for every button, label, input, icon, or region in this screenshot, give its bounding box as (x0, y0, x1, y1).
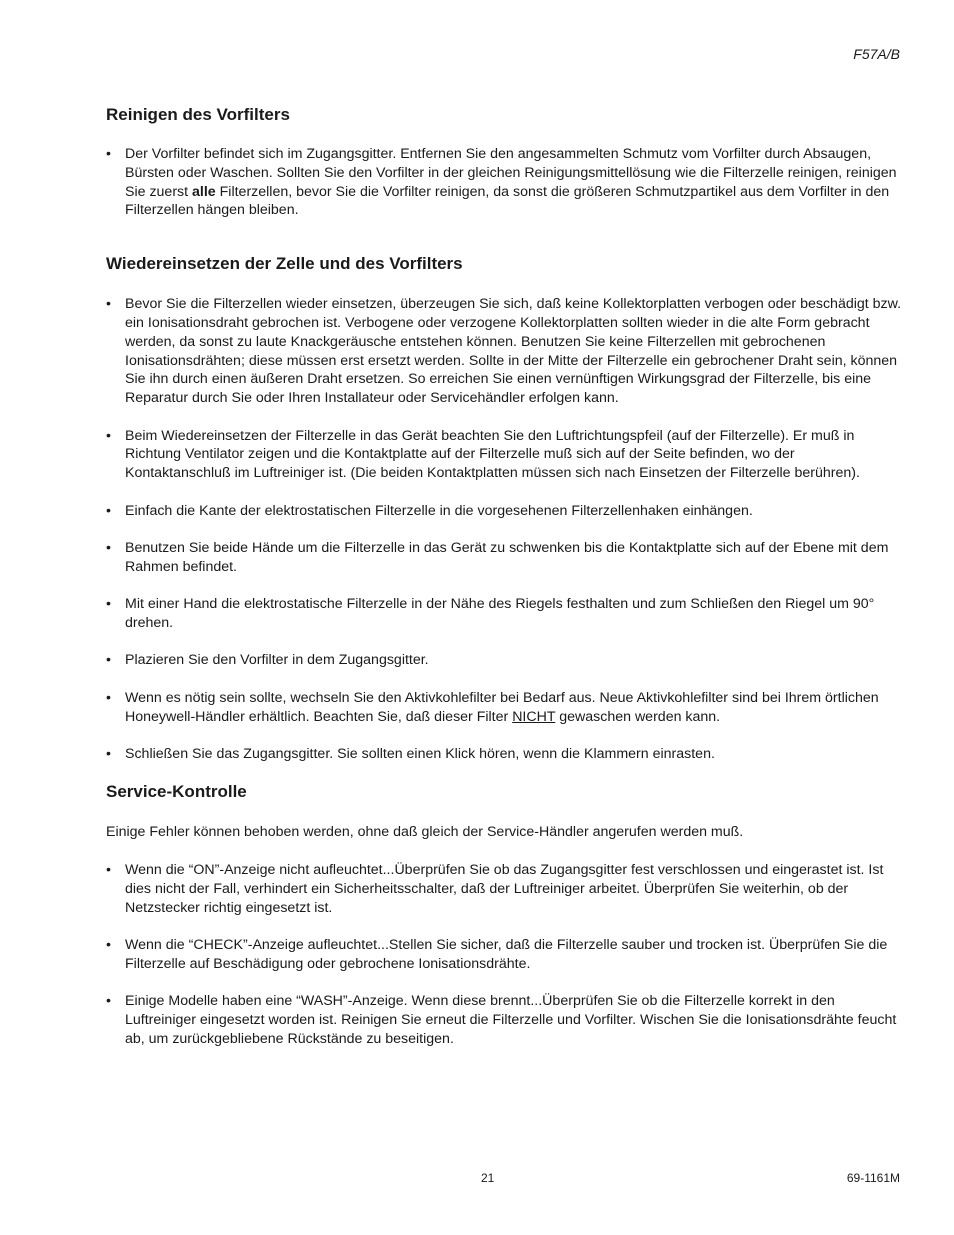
bullet-icon: • (106, 689, 111, 706)
bullet-icon: • (106, 652, 111, 669)
list-item: • Benutzen Sie beide Hände um die Filterzelle in das Gerät zu schwenken bis die Kontaktplatte sich auf der Ebene mit dem Rahmen befindet. (106, 539, 889, 575)
service-intro: Einige Fehler können behoben werden, ohne daß gleich der Service-Händler angerufen werden muß. (106, 824, 744, 841)
model-number: F57A/B (853, 46, 900, 62)
list-item: • Wenn die “CHECK”-Anzeige aufleuchtet...Stellen Sie sicher, daß die Filterzelle sauber und trocken ist. Überprüfen Sie die Filterzelle auf Beschädigung oder gebrochene Ionisationsdrähte. (106, 937, 888, 972)
document-number: 69-1161M (846, 1171, 900, 1185)
service-list (106, 861, 904, 1049)
bullet-icon: • (106, 596, 111, 613)
list-item: • Der Vorfilter befindet sich im Zugangsgitter. Entfernen Sie den angesammelten Schmutz vom Vorfilter durch Absaugen, Bürsten oder Waschen. Sollten Sie den Vorfilter in der gleichen Reinigungsmittellösung wie die Filterzelle reinigen, reinigen Sie zuerst alle Filterzellen, bevor Sie die Vorfilter reinigen, da sonst die größeren Schmutzpartikel aus dem Vorfilter in den Filterzellen hängen bleiben. (106, 146, 897, 219)
bullet-icon: • (106, 993, 111, 1010)
emphasis-underline: NICHT (512, 708, 556, 725)
list-item: • Schließen Sie das Zugangsgitter. Sie sollten einen Klick hören, wenn die Klammern einrasten. (106, 745, 715, 762)
list-item: • Beim Wiedereinsetzen der Filterzelle in das Gerät beachten Sie den Luftrichtungspfeil (auf der Filterzelle). Er muß in Richtung Ventilator zeigen und die Kontaktplatte auf der Filterzelle muß sich auf der Seite befinden, wo der Kontaktanschluß im Luftreiniger ist. (Die beiden Kontaktplatten müssen sich nach Einsetzen der Filterzelle berühren). (106, 427, 860, 482)
bullet-icon: • (106, 146, 111, 162)
bullet-icon: • (106, 862, 111, 879)
list-item: • Mit einer Hand die elektrostatische Filterzelle in der Nähe des Riegels festhalten und zum Schließen den Riegel um 90° drehen. (106, 596, 875, 631)
bullet-icon: • (106, 296, 111, 313)
prefilter-list (106, 145, 904, 220)
heading-service: Service-Kontrolle (106, 782, 247, 802)
reinstall-list (106, 295, 904, 764)
list-item: • Plazieren Sie den Vorfilter in dem Zugangsgitter. (106, 652, 429, 669)
bullet-icon: • (106, 937, 111, 954)
page-content (106, 104, 904, 1067)
list-item: • Wenn die “ON”-Anzeige nicht aufleuchtet...Überprüfen Sie ob das Zugangsgitter fest verschlossen und eingerastet ist. Ist dies nicht der Fall, verhindert ein Sicherheitsschalter, daß der Luftreiniger arbeitet. Überprüfen Sie weiterhin, ob der Netzstecker richtig eingesetzt ist. (106, 862, 884, 916)
bullet-icon: • (106, 502, 111, 519)
page-number: 21 (481, 1171, 495, 1185)
bullet-icon: • (106, 539, 111, 556)
list-item: • Bevor Sie die Filterzellen wieder einsetzen, überzeugen Sie sich, daß keine Kollektorplatten verbogen oder beschädigt bzw. ein Ionisationsdraht gebrochen ist. Verbogene oder verzogene Kollektorplatten sollten wieder in die alte Form gebracht werden, da sonst zu laute Knackgeräusche entstehen können. Benutzen Sie keine Filterzellen mit gebrochenen Ionisationsdrähten; diese müssen erst ersetzt werden. Sollte in der Mitte der Filterzelle ein gebrochener Draht sein, können Sie ihn durch einen äußeren Draht ersetzen. So erreichen Sie einen vernünftigen Wirkungsgrad der Filterzelle, bis eine Reparatur durch Sie oder Ihren Installateur oder Servicehändler erfolgen kann. (106, 296, 902, 407)
list-item: • Einige Modelle haben eine “WASH”-Anzeige. Wenn diese brennt...Überprüfen Sie ob die Filterzelle korrekt in den Luftreiniger eingesetzt worden ist. Reinigen Sie erneut die Filterzelle und Vorfilter. Wischen Sie die Ionisationsdrähte feucht ab, um zurückgebliebene Rückstände zu beseitigen. (106, 993, 897, 1047)
bullet-icon: • (106, 745, 111, 762)
list-item: • Wenn es nötig sein sollte, wechseln Sie den Aktivkohlefilter bei Bedarf aus. Neue Aktivkohlefilter sind bei Ihrem örtlichen Honeywell-Händler erhältlich. Beachten Sie, daß dieser Filter NICHT gewaschen werden kann. (106, 689, 879, 725)
list-item: • Einfach die Kante der elektrostatischen Filterzelle in die vorgesehenen Filterzellenhaken einhängen. (106, 502, 753, 519)
emphasis-text: alle (192, 183, 216, 200)
heading-prefilter: Reinigen des Vorfilters (106, 105, 290, 124)
heading-reinstall: Wiedereinsetzen der Zelle und des Vorfilters (106, 254, 463, 274)
bullet-icon: • (106, 427, 111, 444)
